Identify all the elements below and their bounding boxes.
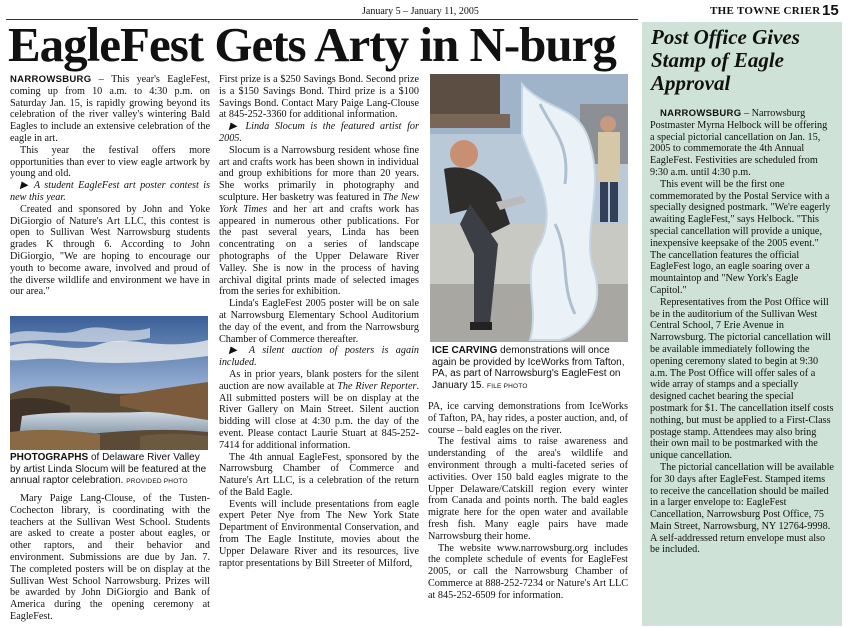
paragraph: First prize is a $250 Savings Bond. Second prize is a $150 Savings Bond. Third prize is a $100 Savings Bond. Contact Mary Paige Lang-Clouse at 845-252-3360 for additional information. [219, 74, 419, 121]
caption-lead: ICE CARVING [432, 345, 498, 356]
paragraph: This year the festival offers more opportunities than ever to view eagle artwork by young and old. [10, 144, 210, 180]
article-column-3 [428, 401, 628, 602]
issue-date: January 5 – January 11, 2005 [362, 6, 479, 17]
caption-lead: PHOTOGRAPHS [10, 452, 89, 463]
paragraph: Linda's EagleFest 2005 poster will be on sale at Narrowsburg Elementary School Auditorium the day of the event, and from the Narrowsburg Chamber of Commerce thereafter. [219, 298, 419, 345]
dateline: NARROWSBURG [660, 108, 742, 119]
paragraph: PA, ice carving demonstrations from IceWorks of Tafton, PA, hay rides, a poster auction, and, of course – bald eagles on the river. [428, 401, 628, 436]
lead-paragraph: NARROWSBURG – This year's EagleFest, coming up from 10 a.m. to 4:30 p.m. on Saturday Jan. 15, is rapidly growing beyond its celebration of the river valley's wintering Bald Eagles to include an extensive celebration of the eagle in art. [10, 74, 210, 144]
article-column-1-continued [10, 493, 210, 623]
newspaper-name: THE TOWNE CRIER [710, 5, 821, 17]
paragraph: Slocum is a Narrowsburg resident whose fine art and crafts work has been shown in individual and group exhibitions for more than 20 years. She works primarily in photography and sculpture. Her basketry was featured in The New York Times and her art and crafts work has appeared in numerous other publications. For the past several years, Linda has been concentrating on a series of landscape photographs of the Upper Delaware River Valley. She is now in the process of having archival digital prints made of selected images from the series for exhibition. [219, 144, 420, 298]
paragraph: Created and sponsored by John and Yoke DiGiorgio of Nature's Art LLC, this contest is open to Sullivan West Narrowsburg students grades K through 6. According to John DiGiorgio, "We are hoping to encourage our youth to become aware, involved and proud of the diverse wildlife and environment we have in our area." [10, 203, 210, 298]
paragraph: Mary Paige Lang-Clouse, of the Tusten-Cochecton library, is coordinating with the teachers at the Sullivan West School. Students are asked to create a poster about eagles, or other raptors, and their behavior and environment. Submissions are due by Jan. 7. The completed posters will be on display at the Sullivan West School Narrowsburg. Prizes will be awarded by John DiGiorgio and Bank of America during the opening ceremony at EagleFest. [10, 493, 210, 622]
dateline: NARROWSBURG [10, 74, 92, 85]
article-column-1 [10, 74, 210, 298]
paragraph: Representatives from the Post Office will be in the auditorium of the Sullivan West Central School, 7 Erie Avenue in Narrowsburg. The pictorial cancellation will be available immediately following the opening ceremony slated to begin at 9:30 a.m. The Post Office will offer sales of a wide array of stamps and a specially designed cachet bearing the special postmark for $1. The cancellation itself costs nothing, but must be applied to a First-Class postage stamp. Attendees may also bring their own mail to be postmarked with the unique cancellation. [650, 296, 834, 462]
paragraph: The pictorial cancellation will be available for 30 days after EagleFest. Stamped items to receive the cancellation should be mailed in a larger envelope to: EagleFest Cancellation, Narrowsburg Post Office, 75 Main Street, Narrowsburg, NY 12764-9998. A self-addressed return envelope must also be included. [650, 461, 834, 556]
river-valley-photo [10, 316, 208, 450]
headline: EagleFest Gets Arty in N-burg [8, 17, 616, 72]
photo-credit: PROVIDED PHOTO [126, 478, 188, 485]
photo-caption-ice-carving: ICE CARVING demonstrations will once again be provided by IceWorks from Tafton, PA, as part of Narrowsburg's EagleFest on January 15. FILE PHOTO [432, 345, 625, 391]
paragraph: As in prior years, blank posters for the silent auction are now available at The River Reporter. All submitted posters will be on display at the River Gallery on Main Street. Silent auction bidding will close at 4:30 p.m. the day of the event. Please contact Laurie Stuart at 845-252-7414 for additional information. [219, 368, 419, 451]
photo-credit: FILE PHOTO [487, 382, 528, 390]
paragraph: The website www.narrowsburg.org includes the complete schedule of events for EagleFest 2005, or call the Narrowsburg Chamber of Commerce at 888-252-7234 or Nature's Art LLC at 845-252-6509 for information. [428, 542, 628, 601]
paragraph: The festival aims to raise awareness and understanding of the area's wildlife and environment through a multi-faceted series of activities. Over 150 bald eagles migrate to the Upper Delaware/Catskill region every winter from Canada and points north. The bald eagles migrate here for the open water and available fresh fish. Many eagle pairs have made Narrowsburg their home. [428, 436, 628, 542]
ice-carving-photo [430, 74, 628, 342]
paragraph: This event will be the first one commemorated by the Postal Service with a specially designed postmark. "We're eagerly awaiting EagleFest," says Helbock. "This special cancellation will provide a unique, inexpensive keepsake of the 2005 event." The cancellation features the official EagleFest logo, an eagle soaring over a mountaintop and "New York's Eagle Capitol." [650, 178, 831, 296]
paragraph: Events will include presentations from eagle expert Peter Nye from The New York State Department of Environmental Conservation, and from The Eagle Institute, movies about the Upper Delaware River and its resources, live raptor presentations by Bill Streeter of Milford, [219, 498, 419, 569]
sidebar-headline: Post Office Gives Stamp of Eagle Approval [651, 25, 800, 95]
subhead-note: ▶ Linda Slocum is the featured artist for 2005. [219, 121, 419, 144]
subhead-note: ▶ A silent auction of posters is again included. [219, 345, 419, 369]
paragraph: The 4th annual EagleFest, sponsored by the Narrowsburg Chamber of Commerce and Nature's Art LLC, is a celebration of the return of the Bald Eagle. [219, 451, 419, 498]
photo-caption-landscape: PHOTOGRAPHS of Delaware River Valley by artist Linda Slocum will be featured at the annual raptor celebration. PROVIDED PHOTO [10, 452, 207, 486]
lead-paragraph: NARROWSBURG – Narrowsburg Postmaster Myrna Helbock will be offering a special pictorial cancellation on Jan. 15, 2005 to commemorate the 4th Annual EagleFest. Festivities are scheduled from 9:30 a.m. until 4:30 p.m. [650, 108, 828, 178]
page-number: 15 [822, 2, 839, 19]
article-column-2 [219, 74, 419, 569]
sidebar-article [650, 108, 834, 556]
subhead-note: ▶ A student EagleFest art poster contest is new this year. [10, 180, 210, 203]
